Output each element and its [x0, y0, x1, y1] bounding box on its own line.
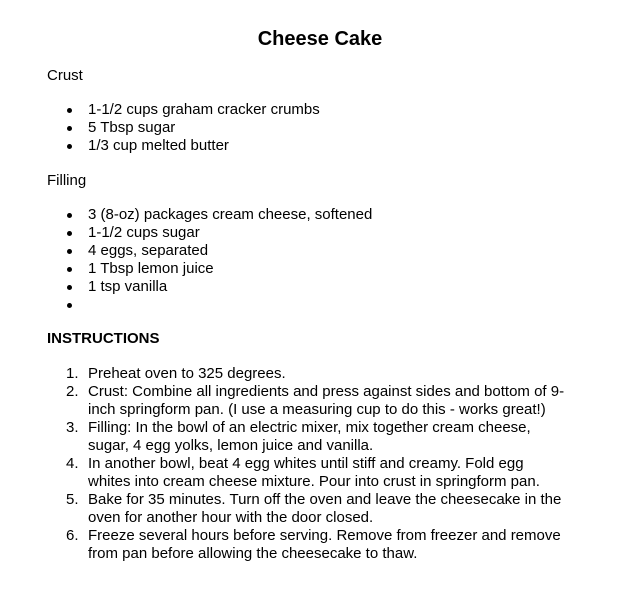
- step-line: Crust: Combine all ingredients and press against sides and bottom of 9-: [88, 383, 565, 400]
- step-line: from pan before allowing the cheesecake to thaw.: [88, 545, 418, 562]
- list-item: [0, 278, 372, 296]
- step-line: In another bowl, beat 4 egg whites until stiff and creamy. Fold egg: [88, 455, 524, 472]
- ingredient-text: 4 eggs, separated: [88, 242, 209, 259]
- step-line: Bake for 35 minutes. Turn off the oven and leave the cheesecake in the: [88, 491, 562, 508]
- crust-label: Crust: [47, 67, 83, 84]
- step-line: Preheat oven to 325 degrees.: [88, 365, 286, 382]
- step-line: Filling: In the bowl of an electric mixer, mix together cream cheese,: [88, 419, 531, 436]
- step-number: 1.: [66, 365, 79, 382]
- step-number: 4.: [66, 455, 79, 472]
- filling-ingredient-list: [0, 206, 372, 314]
- instruction-step: [0, 419, 588, 455]
- instruction-step: [0, 383, 588, 419]
- step-number: 3.: [66, 419, 79, 436]
- list-item: [0, 137, 320, 155]
- list-item: [0, 206, 372, 224]
- ingredient-text: 1/3 cup melted butter: [88, 137, 229, 154]
- step-line: Freeze several hours before serving. Remove from freezer and remove: [88, 527, 561, 544]
- step-line: whites into cream cheese mixture. Pour into crust in springform pan.: [88, 473, 540, 490]
- step-number: 5.: [66, 491, 79, 508]
- crust-ingredient-list: [0, 101, 320, 155]
- bullet-icon: [67, 144, 72, 149]
- bullet-icon: [67, 267, 72, 272]
- step-number: 6.: [66, 527, 79, 544]
- instruction-step: [0, 455, 588, 491]
- ingredient-text: 5 Tbsp sugar: [88, 119, 176, 136]
- ingredient-text: 1 tsp vanilla: [88, 278, 168, 295]
- page-title: Cheese Cake: [257, 28, 383, 50]
- instruction-steps: [0, 365, 600, 563]
- bullet-icon: [67, 126, 72, 131]
- ingredient-text: 1-1/2 cups graham cracker crumbs: [88, 101, 320, 118]
- ingredient-text: 1 Tbsp lemon juice: [88, 260, 214, 277]
- step-line: sugar, 4 egg yolks, lemon juice and vanilla.: [88, 437, 374, 454]
- bullet-icon: [67, 108, 72, 113]
- ingredient-text: 3 (8-oz) packages cream cheese, softened: [88, 206, 373, 223]
- filling-label: Filling: [47, 172, 87, 189]
- step-number: 2.: [66, 383, 79, 400]
- instructions-heading: INSTRUCTIONS: [47, 330, 160, 347]
- instruction-step: [0, 365, 588, 383]
- instruction-step: [0, 491, 588, 527]
- list-item: [0, 260, 372, 278]
- bullet-icon: [67, 213, 72, 218]
- bullet-icon: [67, 303, 72, 308]
- list-item: [0, 224, 372, 242]
- list-item: [0, 242, 372, 260]
- ingredient-text: 1-1/2 cups sugar: [88, 224, 200, 241]
- list-item: [0, 119, 320, 137]
- instruction-step: [0, 527, 588, 563]
- step-line: oven for another hour with the door closed.: [88, 509, 374, 526]
- list-item: [0, 296, 372, 314]
- list-item: [0, 101, 320, 119]
- bullet-icon: [67, 285, 72, 290]
- step-line: inch springform pan. (I use a measuring cup to do this - works great!): [88, 401, 546, 418]
- bullet-icon: [67, 231, 72, 236]
- bullet-icon: [67, 249, 72, 254]
